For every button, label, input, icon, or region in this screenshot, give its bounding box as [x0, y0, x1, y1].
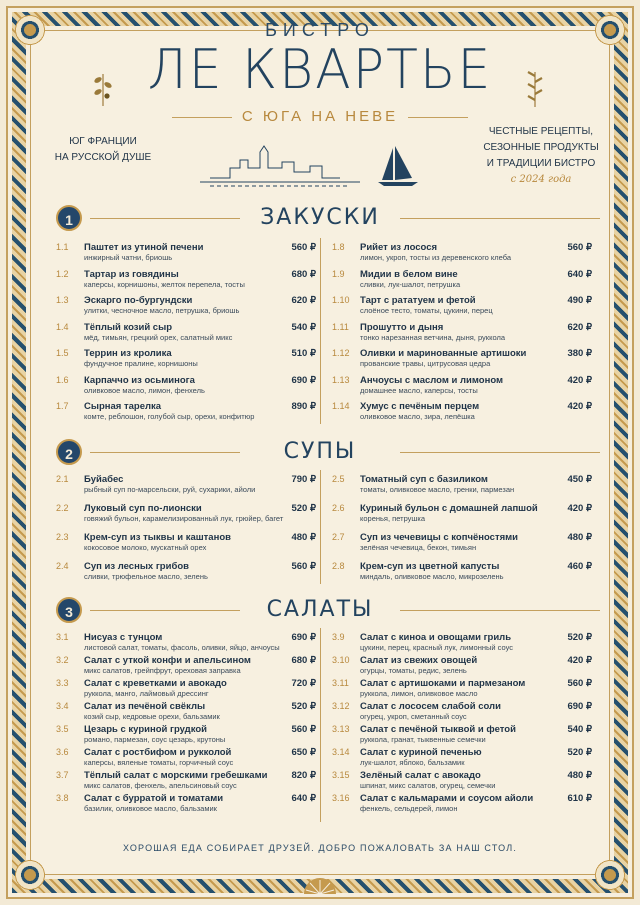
item-name: Суп из чечевицы с копчёностями	[360, 532, 519, 543]
menu-item	[56, 793, 316, 816]
column-divider	[320, 628, 321, 822]
item-price: 490 ₽	[567, 295, 592, 306]
menu-item	[56, 348, 316, 375]
item-number: 1.6	[56, 374, 69, 385]
item-description: прованские травы, цитрусовая цедра	[360, 359, 491, 368]
item-number: 2.8	[332, 561, 345, 571]
item-price: 540 ₽	[567, 724, 592, 735]
item-number: 1.5	[56, 348, 69, 358]
item-name: Мидии в белом вине	[360, 268, 458, 280]
header-tagline-left	[48, 134, 158, 166]
item-description: тонко нарезанная ветчина, дыня, руккола	[360, 332, 505, 342]
item-name: Крем-суп из тыквы и каштанов	[84, 532, 231, 543]
item-description: каперсы, вяленые томаты, горчичный соус	[84, 758, 234, 767]
menu-item	[332, 561, 592, 590]
menu-item	[332, 242, 592, 269]
item-name: Рийет из лосося	[360, 242, 438, 253]
item-name: Прошутто и дыня	[360, 321, 444, 333]
item-name: Нисуаз с тунцом	[84, 632, 163, 643]
item-description: домашнее масло, каперсы, тосты	[360, 385, 478, 395]
item-number: 1.12	[332, 348, 350, 358]
item-number: 2.6	[332, 503, 345, 513]
item-name: Оливки и маринованные артишоки	[360, 348, 527, 359]
item-description: говяжий бульон, карамелизированный лук, грюйер, багет	[84, 514, 284, 523]
item-name: Тарт с рататуем и фетой	[360, 295, 476, 306]
item-price: 420 ₽	[567, 503, 592, 514]
item-price: 450 ₽	[567, 474, 592, 485]
item-number: 3.14	[332, 747, 350, 757]
item-name: Зелёный салат с авокадо	[360, 770, 481, 781]
menu-item	[332, 503, 592, 532]
menu-item	[332, 747, 592, 770]
item-name: Салат с куриной печенью	[360, 747, 482, 758]
menu-item	[56, 701, 316, 724]
item-price: 420 ₽	[567, 655, 592, 666]
menu-item	[332, 632, 592, 655]
item-description: миндаль, оливковое масло, микрозелень	[360, 572, 504, 581]
item-description: мёд, тимьян, грецкий орех, салатный микс	[84, 332, 233, 342]
item-description: комте, реблошон, голубой сыр, орехи, конфитюр	[84, 412, 255, 421]
item-description: улитки, чесночное масло, петрушка, бриошь	[84, 306, 240, 315]
menu-item	[56, 632, 316, 655]
section-header	[30, 205, 610, 235]
menu-item	[56, 770, 316, 793]
item-description: фенкель, сельдерей, лимон	[360, 804, 458, 813]
item-name: Суп из лесных грибов	[84, 561, 189, 572]
menu-item	[56, 295, 316, 322]
item-price: 680 ₽	[291, 655, 316, 666]
item-name: Томатный суп с базиликом	[360, 474, 488, 485]
item-description: оливковое масло, зира, лепёшка	[360, 412, 475, 421]
item-price: 690 ₽	[291, 632, 316, 643]
item-number: 3.16	[332, 793, 350, 803]
item-description: рыбный суп по-марсельски, руй, сухарики, айоли	[84, 485, 256, 494]
item-price: 520 ₽	[567, 747, 592, 758]
menu-item	[332, 375, 592, 402]
item-description: козий сыр, кедровые орехи, бальзамик	[84, 712, 220, 721]
header-kicker: БИСТРО	[265, 20, 375, 40]
item-number: 3.9	[332, 632, 345, 642]
menu-item	[332, 793, 592, 816]
item-description: лимон, укроп, тосты из деревенского клеба	[360, 253, 512, 262]
menu-item	[56, 269, 316, 296]
item-description: фундучное пралине, корнишоны	[84, 359, 198, 368]
item-price: 480 ₽	[291, 532, 316, 543]
menu-item	[56, 561, 316, 590]
item-number: 1.10	[332, 295, 350, 305]
item-description: романо, пармезан, соус цезарь, крутоны	[84, 735, 226, 744]
menu-item	[332, 269, 592, 296]
menu-item	[56, 242, 316, 269]
lavender-branch-icon	[520, 68, 550, 108]
section-number-badge: 1	[56, 205, 82, 231]
item-number: 3.4	[56, 701, 69, 711]
item-name: Салат с киноа и овощами гриль	[360, 632, 512, 643]
item-description: базилик, оливковое масло, бальзамик	[84, 804, 217, 813]
menu-item	[332, 724, 592, 747]
item-price: 480 ₽	[567, 532, 592, 543]
item-description: руккола, гранат, тыквенные семечки	[360, 735, 486, 744]
item-number: 3.12	[332, 701, 350, 711]
item-description: кокосовое молоко, мускатный орех	[84, 543, 207, 552]
item-name: Салат с креветками и авокадо	[84, 678, 227, 689]
tagline-line: И ТРАДИЦИИ БИСТРО	[486, 158, 596, 169]
item-name: Салат из свежих овощей	[360, 655, 478, 666]
menu-item	[56, 724, 316, 747]
menu-item	[332, 401, 592, 428]
item-number: 3.7	[56, 770, 69, 780]
item-price: 620 ₽	[291, 295, 316, 306]
item-name: Салат с бурратой и томатами	[84, 793, 224, 804]
menu-item	[332, 701, 592, 724]
item-number: 1.8	[332, 242, 345, 252]
item-number: 2.1	[56, 474, 69, 484]
item-price: 720 ₽	[291, 678, 316, 689]
menu-item	[332, 474, 592, 503]
item-price: 420 ₽	[567, 374, 592, 386]
item-price: 560 ₽	[567, 242, 592, 253]
menu-item	[332, 655, 592, 678]
column-divider	[320, 470, 321, 584]
item-name: Салат с ростбифом и рукколой	[84, 747, 232, 758]
menu-item	[332, 322, 592, 349]
item-number: 1.1	[56, 242, 69, 252]
section-title: ЗАКУСКИ	[260, 205, 380, 230]
header-tagline-right	[476, 124, 606, 188]
restaurant-title: ЛЕ КВАРТЬЕ	[147, 38, 493, 102]
item-description: микс салатов, грейпфрут, ореховая заправка	[84, 666, 241, 675]
olive-branch-icon	[88, 68, 118, 108]
menu-item	[56, 678, 316, 701]
item-description: огурцы, томаты, редис, зелень	[360, 666, 467, 675]
item-price: 690 ₽	[567, 701, 592, 712]
tagline-line: ЧЕСТНЫЕ РЕЦЕПТЫ,	[488, 126, 594, 137]
footer-motto: ХОРОШАЯ ЕДА СОБИРАЕТ ДРУЗЕЙ. ДОБРО ПОЖАЛОВАТЬ ЗА НАШ СТОЛ.	[122, 843, 518, 853]
item-price: 540 ₽	[291, 321, 316, 333]
menu-item	[56, 401, 316, 428]
menu-item	[332, 532, 592, 561]
item-number: 2.5	[332, 474, 345, 484]
item-description: микс салатов, фенхель, апельсиновый соус	[84, 781, 237, 790]
item-description: сливки, трюфельное масло, зелень	[84, 572, 208, 581]
item-description: оливковое масло, лимон, фенхель	[84, 385, 205, 395]
item-number: 3.10	[332, 655, 350, 665]
item-price: 560 ₽	[291, 724, 316, 735]
item-name: Тёплый козий сыр	[84, 321, 173, 333]
item-name: Террин из кролика	[84, 348, 172, 359]
item-price: 640 ₽	[567, 268, 592, 280]
menu-item	[56, 532, 316, 561]
item-number: 1.7	[56, 401, 69, 411]
item-name: Салат с уткой конфи и апельсином	[84, 655, 251, 666]
menu-item	[332, 770, 592, 793]
item-description: шпинат, микс салатов, огурец, семечки	[360, 781, 496, 790]
item-name: Салат с артишоками и пармезаном	[360, 678, 526, 689]
corner-ornament-icon	[8, 853, 52, 897]
item-name: Салат с кальмарами и соусом айоли	[360, 793, 534, 804]
section-title: СУПЫ	[283, 439, 357, 464]
item-price: 560 ₽	[291, 561, 316, 572]
item-price: 380 ₽	[567, 348, 592, 359]
item-number: 3.3	[56, 678, 69, 688]
item-description: руккола, лимон, оливковое масло	[360, 689, 478, 698]
item-number: 3.11	[332, 678, 349, 688]
item-name: Салат из печёной свёклы	[84, 701, 206, 712]
item-number: 3.2	[56, 655, 69, 665]
menu-item	[56, 655, 316, 678]
section-header	[30, 439, 610, 469]
item-name: Куриный бульон с домашней лапшой	[360, 503, 538, 514]
sunburst-ornament-icon	[300, 868, 340, 894]
item-number: 3.6	[56, 747, 69, 757]
item-price: 610 ₽	[567, 793, 592, 804]
item-description: зелёная чечевица, бекон, тимьян	[360, 543, 477, 552]
menu-item	[56, 503, 316, 532]
item-price: 790 ₽	[291, 474, 316, 485]
item-description: листовой салат, томаты, фасоль, оливки, яйцо, анчоусы	[84, 643, 280, 652]
item-description: каперсы, корнишоны, желток перепела, тосты	[84, 279, 245, 289]
item-name: Луковый суп по-лионски	[84, 503, 202, 514]
item-number: 3.8	[56, 793, 69, 803]
menu-item	[56, 375, 316, 402]
item-price: 560 ₽	[291, 242, 316, 253]
section-title: САЛАТЫ	[266, 597, 374, 622]
item-price: 680 ₽	[291, 268, 316, 280]
menu-item	[332, 295, 592, 322]
item-price: 650 ₽	[291, 747, 316, 758]
item-price: 460 ₽	[567, 561, 592, 572]
header-subtitle: С ЮГА НА НЕВЕ	[0, 108, 640, 125]
item-number: 1.3	[56, 295, 69, 305]
menu-item	[56, 474, 316, 503]
item-name: Крем-суп из цветной капусты	[360, 561, 500, 572]
item-number: 1.2	[56, 268, 69, 279]
since-year: с 2024 года	[510, 174, 572, 185]
corner-ornament-icon	[588, 853, 632, 897]
item-name: Сырная тарелка	[84, 401, 162, 412]
item-name: Тартар из говядины	[84, 268, 179, 280]
item-price: 420 ₽	[567, 401, 592, 412]
item-number: 3.5	[56, 724, 69, 734]
item-description: томаты, оливковое масло, гренки, пармезан	[360, 485, 515, 494]
tagline-line: СЕЗОННЫЕ ПРОДУКТЫ	[483, 142, 599, 153]
item-description: руккола, манго, лаймовый дрессинг	[84, 689, 209, 698]
item-price: 620 ₽	[567, 321, 592, 333]
item-name: Эскарго по-бургундски	[84, 295, 193, 306]
item-name: Цезарь с куриной грудкой	[84, 724, 207, 735]
item-price: 520 ₽	[291, 701, 316, 712]
item-name: Анчоусы с маслом и лимоном	[360, 374, 504, 386]
item-price: 520 ₽	[291, 503, 316, 514]
item-name: Буйабес	[84, 474, 124, 485]
item-description: огурец, укроп, сметанный соус	[360, 712, 467, 721]
item-number: 2.4	[56, 561, 69, 571]
item-number: 3.1	[56, 632, 69, 642]
item-name: Карпаччо из осьминога	[84, 374, 195, 386]
item-description: слоёное тесто, томаты, цукини, перец	[360, 306, 493, 315]
item-description: инжирный чатни, бриошь	[84, 253, 173, 262]
item-price: 820 ₽	[291, 770, 316, 781]
menu-item	[56, 322, 316, 349]
menu-item	[332, 678, 592, 701]
item-name: Тёплый салат с морскими гребешками	[84, 770, 268, 781]
item-price: 510 ₽	[291, 348, 316, 359]
item-name: Паштет из утиной печени	[84, 242, 204, 253]
item-price: 640 ₽	[291, 793, 316, 804]
item-description: цукини, перец, красный лук, лимонный соус	[360, 643, 513, 652]
section-number-badge: 3	[56, 597, 82, 623]
item-number: 1.13	[332, 374, 350, 385]
section-number-badge: 2	[56, 439, 82, 465]
item-number: 1.14	[332, 401, 350, 411]
item-name: Салат с лососем слабой соли	[360, 701, 501, 712]
item-description: лук-шалот, яблоко, бальзамик	[360, 758, 465, 767]
menu-item	[56, 747, 316, 770]
item-number: 2.3	[56, 532, 69, 542]
item-number: 3.15	[332, 770, 350, 780]
item-name: Салат с печёной тыквой и фетой	[360, 724, 516, 735]
item-description: сливки, лук-шалот, петрушка	[360, 279, 461, 289]
tagline-line: НА РУССКОЙ ДУШЕ	[54, 152, 152, 163]
item-price: 690 ₽	[291, 374, 316, 386]
menu-item	[332, 348, 592, 375]
item-number: 1.9	[332, 268, 345, 279]
tagline-line: ЮГ ФРАНЦИИ	[69, 136, 137, 147]
item-price: 560 ₽	[567, 678, 592, 689]
item-price: 520 ₽	[567, 632, 592, 643]
item-description: коренья, петрушка	[360, 514, 426, 523]
item-price: 480 ₽	[567, 770, 592, 781]
section-header	[30, 597, 610, 627]
item-price: 890 ₽	[291, 401, 316, 412]
item-number: 3.13	[332, 724, 350, 734]
item-number: 1.4	[56, 321, 69, 332]
column-divider	[320, 238, 321, 424]
city-skyline-icon	[190, 138, 450, 190]
item-number: 1.11	[332, 321, 349, 332]
item-number: 2.2	[56, 503, 69, 513]
item-number: 2.7	[332, 532, 345, 542]
item-name: Хумус с печёным перцем	[360, 401, 480, 412]
